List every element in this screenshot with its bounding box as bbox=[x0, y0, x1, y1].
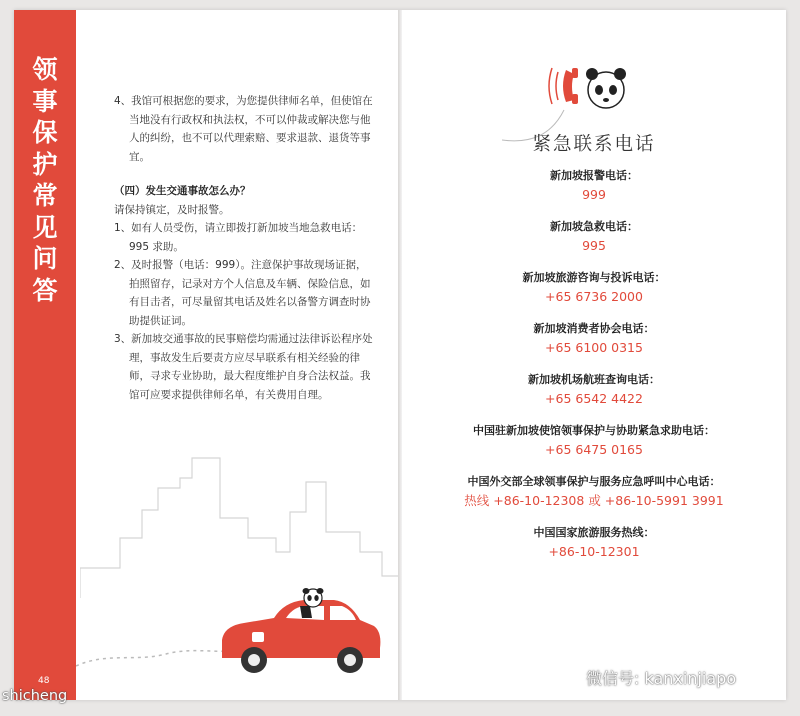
step-2: 2、及时报警（电话：999）。注意保护事故现场证据，拍照留存，记录对方个人信息及车辆、保险信息，如有目击者，可尽量留其电话及姓名以备警方调查时协助提供证词。 bbox=[114, 259, 371, 327]
contact-item bbox=[402, 371, 786, 409]
right-page bbox=[402, 10, 786, 700]
contact-number: +65 6736 2000 bbox=[545, 289, 643, 304]
contact-number: +65 6475 0165 bbox=[545, 442, 643, 457]
contact-label: 中国国家旅游服务热线： bbox=[533, 526, 655, 539]
contact-label: 新加坡旅游咨询与投诉电话： bbox=[522, 271, 666, 284]
emergency-contacts-heading: 紧急联系电话 bbox=[532, 134, 656, 155]
contact-number: +65 6100 0315 bbox=[545, 340, 643, 355]
page-number: 48 bbox=[38, 676, 50, 686]
side-title: 领事保护常见问答 bbox=[32, 55, 58, 305]
contact-number: +65 6542 4422 bbox=[545, 391, 643, 406]
booklet-spread bbox=[14, 10, 786, 700]
contact-label: 新加坡机场航班查询电话： bbox=[528, 373, 660, 386]
contact-label: 新加坡报警电话： bbox=[550, 169, 638, 182]
step-3: 3、新加坡交通事故的民事赔偿均需通过法律诉讼程序处理，事故发生后要责方应尽早联系有相关经验的律师，寻求专业协助，最大程度维护自身合法权益。我馆可应要求提供律师名单，有关费用自理。 bbox=[114, 333, 373, 401]
contact-list bbox=[402, 167, 786, 575]
car-with-panda-illustration bbox=[214, 588, 384, 678]
contact-number: 热线 +86-10-12308 或 +86-10-5991 3991 bbox=[464, 493, 724, 508]
contact-item bbox=[402, 269, 786, 307]
contact-number: +86-10-12301 bbox=[548, 544, 640, 559]
contact-item bbox=[402, 422, 786, 460]
contact-item bbox=[402, 218, 786, 256]
city-skyline-illustration bbox=[80, 448, 398, 598]
section-heading: （四）发生交通事故怎么办？ bbox=[114, 185, 251, 197]
contact-number: 995 bbox=[582, 238, 606, 253]
contact-item bbox=[402, 473, 786, 511]
left-page bbox=[14, 10, 398, 700]
source-watermark: shicheng bbox=[2, 688, 68, 704]
contact-label: 新加坡消费者协会电话： bbox=[533, 322, 655, 335]
contact-number: 999 bbox=[582, 187, 606, 202]
faq-item-4: 4、我馆可根据您的要求，为您提供律师名单，但使馆在当地没有行政权和执法权，不可以仲裁或解决您与他人的纠纷，也不可以代理索赔、要求退款、退货等事宜。 bbox=[114, 95, 373, 163]
faq-body bbox=[114, 92, 376, 404]
contact-item bbox=[402, 524, 786, 562]
wechat-icon bbox=[556, 670, 582, 690]
contact-item bbox=[402, 320, 786, 358]
contact-label: 中国外交部全球领事保护与服务应急呼叫中心电话： bbox=[467, 475, 721, 488]
contact-item bbox=[402, 167, 786, 205]
wechat-watermark bbox=[556, 666, 736, 690]
contact-label: 中国驻新加坡使馆领事保护与协助紧急求助电话： bbox=[473, 424, 715, 437]
step-1: 1、如有人员受伤，请立即拨打新加坡当地急救电话：995 求助。 bbox=[114, 222, 363, 253]
wechat-id: 微信号: kanxinjiapo bbox=[586, 669, 737, 688]
contact-label: 新加坡急救电话： bbox=[550, 220, 638, 233]
section-intro: 请保持镇定，及时报警。 bbox=[114, 203, 230, 216]
